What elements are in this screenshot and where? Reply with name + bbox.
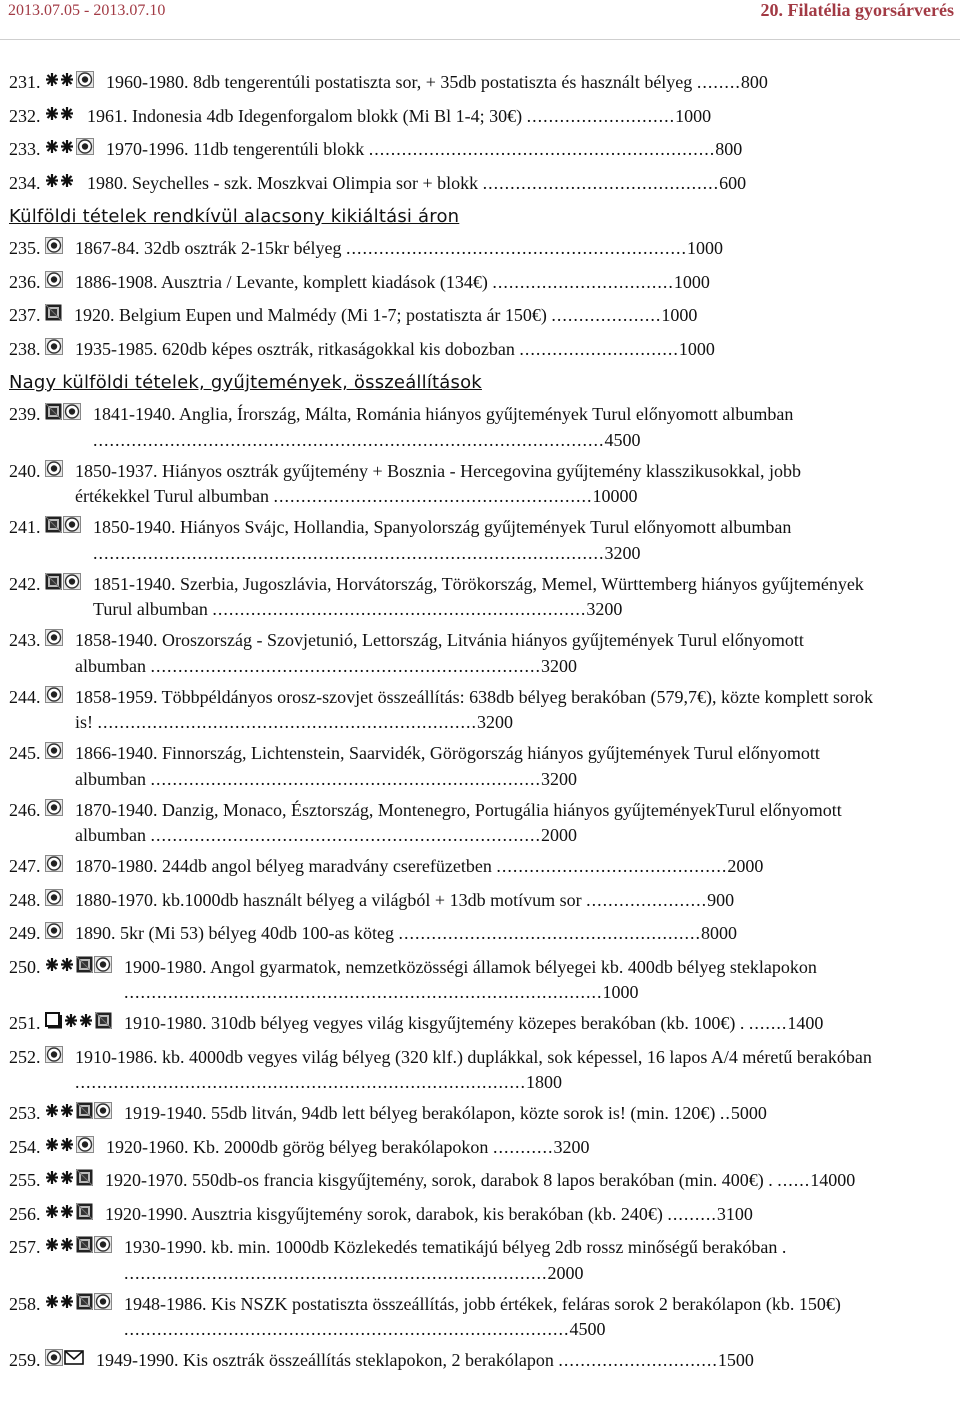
- circle-stamp-icon: [45, 888, 63, 914]
- lot-number: 248.: [9, 889, 41, 910]
- leader-dots: .............................................................................: [124, 1262, 548, 1283]
- lot-description: 1900-1980. Angol gyarmatok, nemzetközösségi államok bélyegei kb. 400db bélyeg steklapokon: [124, 956, 817, 977]
- lot-item: [9, 1348, 879, 1374]
- leader-dots: ...............................................................: [368, 139, 716, 159]
- starting-price: 1400: [787, 1013, 824, 1033]
- lot-description-line: [74, 303, 879, 329]
- lot-item: [9, 888, 879, 914]
- circle-stamp-icon: [45, 921, 63, 947]
- square-stamp-icon: [76, 955, 93, 981]
- circle-stamp-icon: [45, 270, 63, 296]
- double-star-icon: [45, 1202, 75, 1228]
- lot-description: 1890. 5kr (Mi 53) bélyeg 40db 100-as köteg: [75, 923, 394, 943]
- lot-condition-icons: [45, 854, 63, 880]
- lot-condition-icons: [45, 303, 62, 329]
- double-star-icon: [45, 1235, 75, 1261]
- starting-price: 1000: [678, 338, 715, 359]
- lot-condition-icons: [45, 171, 75, 197]
- leader-dots: .................................: [492, 271, 674, 292]
- lot-number: 258.: [9, 1293, 41, 1314]
- lot-description-line: [75, 1045, 879, 1096]
- leader-dots: .......................................................................: [150, 655, 541, 676]
- lot-item: [9, 303, 879, 329]
- lot-description-line: [87, 171, 879, 197]
- lot-condition-icons: [45, 1292, 112, 1318]
- lot-number: 237.: [9, 305, 41, 325]
- leader-dots: .............................: [558, 1350, 718, 1370]
- lot-number: 246.: [9, 799, 41, 820]
- lot-item: [9, 1235, 879, 1286]
- lot-description-line: [75, 741, 879, 792]
- lot-item: [9, 1168, 879, 1194]
- starting-price: 5000: [730, 1103, 767, 1123]
- leader-dots: ..: [719, 1103, 731, 1123]
- catalog-title: 20. Filatélia gyorsárverés: [760, 0, 954, 20]
- starting-price: 1800: [526, 1072, 562, 1092]
- leader-dots: ........: [696, 72, 741, 92]
- leader-dots: ......................: [586, 889, 708, 910]
- lot-description-line: [124, 1011, 879, 1037]
- lot-description-line: [75, 854, 879, 880]
- circle-stamp-icon: [76, 70, 94, 96]
- lot-condition-icons: [45, 628, 63, 654]
- lot-item: [9, 70, 879, 96]
- lot-description-line: [106, 1135, 879, 1161]
- lot-description-line: [106, 137, 879, 163]
- starting-price: 900: [707, 889, 735, 910]
- lot-condition-icons: [45, 572, 81, 598]
- lot-number: 250.: [9, 956, 41, 977]
- starting-price: 8000: [700, 923, 737, 943]
- square-stamp-icon: [45, 572, 62, 598]
- leader-dots: .......................................................................................: [124, 982, 603, 1002]
- leader-dots: ...........................: [526, 105, 676, 126]
- lot-description: 1870-1980. 244db angol bélyeg maradvány cserefüzetben: [75, 856, 492, 876]
- lot-description: 1841-1940. Anglia, Írország, Málta, Románia hiányos gyűjtemények Turul előnyomott albumban: [93, 404, 794, 424]
- lot-item: [9, 1292, 879, 1343]
- circle-stamp-icon: [94, 1235, 112, 1261]
- lot-item: [9, 337, 879, 363]
- lot-number: 259.: [9, 1350, 41, 1370]
- double-star-icon: [45, 171, 75, 197]
- starting-price: 2000: [547, 1262, 584, 1283]
- lot-item: [9, 236, 879, 262]
- lot-item: [9, 104, 879, 130]
- lot-description-line: [124, 1292, 879, 1343]
- lot-condition-icons: [45, 236, 63, 262]
- lot-item: [9, 741, 879, 792]
- lot-number: 239.: [9, 404, 41, 424]
- circle-stamp-icon: [45, 798, 63, 824]
- leader-dots: .............................................................................................: [93, 542, 605, 563]
- lot-item: [9, 1135, 879, 1161]
- leader-dots: ..................................................................................: [75, 1072, 526, 1092]
- page-header: [0, 0, 960, 40]
- leader-dots: ....................: [551, 305, 662, 325]
- lot-number: 256.: [9, 1203, 41, 1224]
- lot-item: [9, 1011, 879, 1037]
- lot-number: 247.: [9, 856, 41, 876]
- lot-description: 1850-1940. Hiányos Svájc, Hollandia, Spanyolország gyűjtemények Turul előnyomott albumban: [93, 517, 792, 537]
- lot-condition-icons: [45, 402, 81, 428]
- block-icon: [45, 1011, 63, 1037]
- square-stamp-icon: [76, 1202, 93, 1228]
- lot-description: 1858-1959. Többpéldányos orosz-szovjet összeállítás: 638db bélyeg berakóban (579,7€), közte komplett sorok is!: [75, 686, 873, 732]
- lot-condition-icons: [45, 1045, 63, 1071]
- lot-item: [9, 628, 879, 679]
- starting-price: 3200: [540, 655, 577, 676]
- leader-dots: .......................................................................: [150, 768, 541, 789]
- lot-number: 231.: [9, 72, 41, 92]
- starting-price: 3200: [477, 712, 513, 732]
- double-star-icon: [45, 955, 75, 981]
- lot-description: 1980. Seychelles - szk. Moszkvai Olimpia sor + blokk: [87, 172, 479, 193]
- lot-condition-icons: [45, 798, 63, 824]
- lot-description: 1910-1986. kb. 4000db vegyes világ bélyeg (320 klf.) duplákkal, sok képessel, 16 lapos A/4 méretű berakóban: [75, 1046, 872, 1067]
- leader-dots: ...........................................: [482, 172, 720, 193]
- lot-number: 245.: [9, 743, 41, 763]
- lot-description: 1948-1986. Kis NSZK postatiszta összeállítás, jobb értékek, feláras sorok 2 berakólapon (kb. 150€): [124, 1293, 841, 1314]
- lot-condition-icons: [45, 104, 75, 130]
- lot-item: [9, 1202, 879, 1228]
- lot-number: 233.: [9, 139, 41, 159]
- lot-description-line: [93, 572, 879, 623]
- lot-description-line: [124, 1101, 879, 1127]
- leader-dots: ...........: [492, 1136, 554, 1157]
- lot-description-line: [75, 685, 879, 736]
- starting-price: 14000: [810, 1170, 856, 1190]
- lot-item: [9, 171, 879, 197]
- lot-number: 244.: [9, 686, 41, 707]
- lot-description-line: [87, 104, 879, 130]
- lot-condition-icons: [45, 741, 63, 767]
- starting-price: 1000: [673, 271, 710, 292]
- leader-dots: ....................................................................: [212, 599, 587, 619]
- lot-condition-icons: [45, 955, 112, 981]
- square-stamp-icon: [76, 1101, 93, 1127]
- lot-description-line: [75, 628, 879, 679]
- lot-number: 255.: [9, 1170, 41, 1190]
- circle-stamp-icon: [76, 1135, 94, 1161]
- circle-stamp-icon: [76, 137, 94, 163]
- starting-price: 800: [715, 139, 743, 159]
- lot-condition-icons: [45, 1168, 93, 1194]
- square-stamp-icon: [76, 1168, 93, 1194]
- lot-description-line: [75, 270, 879, 296]
- lot-description: 1850-1937. Hiányos osztrák gyűjtemény + Bosznia - Hercegovina gyűjtemény klasszikusokkal, jobb értékekkel Turul albumban: [75, 460, 802, 506]
- starting-price: 800: [740, 72, 768, 92]
- circle-stamp-icon: [63, 572, 81, 598]
- lot-description: 1949-1990. Kis osztrák összeállítás steklapokon, 2 berakólapon: [96, 1350, 554, 1370]
- lot-description-line: [105, 1168, 879, 1194]
- lot-condition-icons: [45, 1011, 112, 1037]
- lot-condition-icons: [45, 70, 94, 96]
- lot-description-line: [124, 955, 879, 1006]
- lot-description: 1919-1940. 55db litván, 94db lett bélyeg berakólapon, közte sorok is! (min. 120€): [124, 1103, 716, 1123]
- lot-description: 1920-1990. Ausztria kisgyűjtemény sorok, darabok, kis berakóban (kb. 240€): [105, 1203, 663, 1224]
- double-star-icon: [45, 1168, 75, 1194]
- square-stamp-icon: [76, 1292, 93, 1318]
- leader-dots: .............................................................................................: [93, 429, 605, 450]
- lot-item: [9, 270, 879, 296]
- lot-description: 1867-84. 32db osztrák 2-15kr bélyeg: [75, 238, 342, 258]
- double-star-icon: [45, 1101, 75, 1127]
- starting-price: 4500: [569, 1319, 606, 1339]
- lot-number: 235.: [9, 238, 41, 258]
- double-star-icon: [45, 137, 75, 163]
- lot-item: [9, 685, 879, 736]
- starting-price: 1000: [686, 238, 723, 258]
- lot-condition-icons: [45, 1348, 84, 1374]
- header-divider: [0, 39, 960, 40]
- lot-description: 1930-1990. kb. min. 1000db Közlekedés tematikájú bélyeg 2db rossz minőségű berakóban .: [124, 1237, 787, 1257]
- lot-item: [9, 1101, 879, 1127]
- lot-condition-icons: [45, 888, 63, 914]
- square-stamp-icon: [76, 1235, 93, 1261]
- lot-condition-icons: [45, 1135, 94, 1161]
- starting-price: 1500: [717, 1350, 754, 1370]
- starting-price: 3200: [586, 599, 623, 619]
- lot-number: 238.: [9, 338, 41, 359]
- square-stamp-icon: [95, 1011, 112, 1037]
- lot-number: 241.: [9, 517, 41, 537]
- circle-stamp-icon: [45, 236, 63, 262]
- lot-list: [9, 70, 879, 1382]
- starting-price: 10000: [592, 486, 638, 506]
- lot-description-line: [93, 402, 879, 453]
- lot-number: 243.: [9, 630, 41, 650]
- leader-dots: .........: [667, 1203, 717, 1224]
- double-star-icon: [45, 1292, 75, 1318]
- lot-condition-icons: [45, 685, 63, 711]
- starting-price: 3200: [604, 542, 641, 563]
- lot-number: 254.: [9, 1136, 41, 1157]
- lot-condition-icons: [45, 1202, 93, 1228]
- lot-description: 1920-1970. 550db-os francia kisgyűjtemény, sorok, darabok 8 lapos berakóban (min. 400€) .: [105, 1170, 773, 1190]
- lot-description: 1970-1996. 11db tengerentúli blokk: [106, 139, 365, 159]
- lot-description: 1910-1980. 310db bélyeg vegyes világ kisgyűjtemény közepes berakóban (kb. 100€) .: [124, 1013, 745, 1033]
- lot-number: 251.: [9, 1013, 41, 1033]
- lot-description: 1858-1940. Oroszország - Szovjetunió, Lettország, Litvánia hiányos gyűjtemények Turul előnyomott albumban: [75, 630, 804, 676]
- circle-stamp-icon: [94, 1292, 112, 1318]
- lot-description-line: [75, 236, 879, 262]
- double-star-icon: [45, 70, 75, 96]
- section-heading: Külföldi tételek rendkívül alacsony kikiáltási áron: [9, 206, 460, 227]
- leader-dots: .....................................................................: [97, 712, 477, 732]
- lot-item: [9, 1045, 879, 1096]
- starting-price: 3200: [540, 768, 577, 789]
- lot-description: 1961. Indonesia 4db Idegenforgalom blokk (Mi Bl 1-4; 30€): [87, 105, 523, 126]
- leader-dots: .................................................................................: [124, 1319, 570, 1339]
- date-range: 2013.07.05 - 2013.07.10: [8, 2, 166, 19]
- lot-description-line: [75, 921, 879, 947]
- lot-description-line: [75, 337, 879, 363]
- lot-item: [9, 854, 879, 880]
- starting-price: 2000: [727, 856, 764, 876]
- lot-item: [9, 459, 879, 510]
- leader-dots: ..........................................................: [273, 486, 593, 506]
- lot-item: [9, 921, 879, 947]
- lot-description: 1960-1980. 8db tengerentúli postatiszta sor, + 35db postatiszta és használt bélyeg: [106, 72, 693, 92]
- lot-description: 1886-1908. Ausztria / Levante, komplett kiadások (134€): [75, 271, 488, 292]
- starting-price: 3100: [716, 1203, 753, 1224]
- lot-condition-icons: [45, 1101, 112, 1127]
- lot-description: 1935-1985. 620db képes osztrák, ritkaságokkal kis dobozban: [75, 338, 515, 359]
- leader-dots: ..............................................................: [345, 238, 687, 258]
- circle-stamp-icon: [63, 515, 81, 541]
- lot-description-line: [105, 1202, 879, 1228]
- leader-dots: .......................................................: [398, 923, 701, 943]
- lot-number: 249.: [9, 923, 41, 943]
- lot-description: 1880-1970. kb.1000db használt bélyeg a világból + 13db motívum sor: [75, 889, 582, 910]
- circle-stamp-icon: [45, 628, 63, 654]
- lot-description-line: [75, 888, 879, 914]
- lot-condition-icons: [45, 921, 63, 947]
- lot-number: 252.: [9, 1046, 41, 1067]
- lot-description: 1851-1940. Szerbia, Jugoszlávia, Horvátország, Törökország, Memel, Württemberg hiányos gyűjtemények Turul albumban: [93, 573, 864, 619]
- starting-price: 1000: [602, 982, 639, 1002]
- circle-stamp-icon: [45, 1045, 63, 1071]
- lot-number: 232.: [9, 105, 41, 126]
- lot-item: [9, 515, 879, 566]
- lot-item: [9, 798, 879, 849]
- lot-number: 236.: [9, 271, 41, 292]
- lot-description: 1866-1940. Finnország, Lichtenstein, Saarvidék, Görögország hiányos gyűjtemények Turul előnyomott albumban: [75, 743, 820, 789]
- circle-stamp-icon: [45, 741, 63, 767]
- circle-stamp-icon: [94, 1101, 112, 1127]
- circle-stamp-icon: [45, 685, 63, 711]
- lot-description: 1920-1960. Kb. 2000db görög bélyeg berakólapokon: [106, 1136, 489, 1157]
- starting-price: 3200: [553, 1136, 590, 1157]
- section-heading: Nagy külföldi tételek, gyűjtemények, összeállítások: [9, 372, 482, 393]
- lot-description: 1870-1940. Danzig, Monaco, Észtország, Montenegro, Portugália hiányos gyűjteményekTurul előnyomott albumban: [75, 799, 842, 845]
- lot-number: 242.: [9, 573, 41, 594]
- leader-dots: .............................: [519, 338, 679, 359]
- lot-item: [9, 137, 879, 163]
- lot-description-line: [75, 798, 879, 849]
- circle-stamp-icon: [45, 337, 63, 363]
- lot-number: 234.: [9, 172, 41, 193]
- lot-condition-icons: [45, 515, 81, 541]
- leader-dots: .......................................................................: [150, 825, 541, 845]
- leader-dots: .......: [748, 1013, 788, 1033]
- starting-price: 600: [719, 172, 747, 193]
- square-stamp-icon: [45, 402, 62, 428]
- lot-condition-icons: [45, 270, 63, 296]
- lot-number: 257.: [9, 1237, 41, 1257]
- lot-condition-icons: [45, 337, 63, 363]
- lot-description-line: [75, 459, 879, 510]
- double-star-icon: [45, 1135, 75, 1161]
- starting-price: 4500: [604, 429, 641, 450]
- lot-condition-icons: [45, 1235, 112, 1261]
- lot-item: [9, 955, 879, 1006]
- lot-description-line: [124, 1235, 879, 1286]
- circle-stamp-icon: [45, 1348, 63, 1374]
- double-star-icon: [64, 1011, 94, 1037]
- lot-description-line: [106, 70, 879, 96]
- lot-description-line: [93, 515, 879, 566]
- circle-stamp-icon: [45, 459, 63, 485]
- starting-price: 1000: [675, 105, 712, 126]
- lot-condition-icons: [45, 459, 63, 485]
- lot-number: 240.: [9, 460, 41, 481]
- starting-price: 2000: [540, 825, 577, 845]
- circle-stamp-icon: [63, 402, 81, 428]
- square-stamp-icon: [45, 303, 62, 329]
- lot-condition-icons: [45, 137, 94, 163]
- leader-dots: ......: [777, 1170, 811, 1190]
- double-star-icon: [45, 104, 75, 130]
- square-stamp-icon: [45, 515, 62, 541]
- lot-item: [9, 572, 879, 623]
- lot-description-line: [96, 1348, 879, 1374]
- lot-description: 1920. Belgium Eupen und Malmédy (Mi 1-7; postatiszta ár 150€): [74, 305, 547, 325]
- lot-item: [9, 402, 879, 453]
- lot-number: 253.: [9, 1103, 41, 1123]
- starting-price: 1000: [661, 305, 698, 325]
- circle-stamp-icon: [45, 854, 63, 880]
- circle-stamp-icon: [94, 955, 112, 981]
- envelope-icon: [64, 1348, 84, 1374]
- leader-dots: ..........................................: [496, 856, 728, 876]
